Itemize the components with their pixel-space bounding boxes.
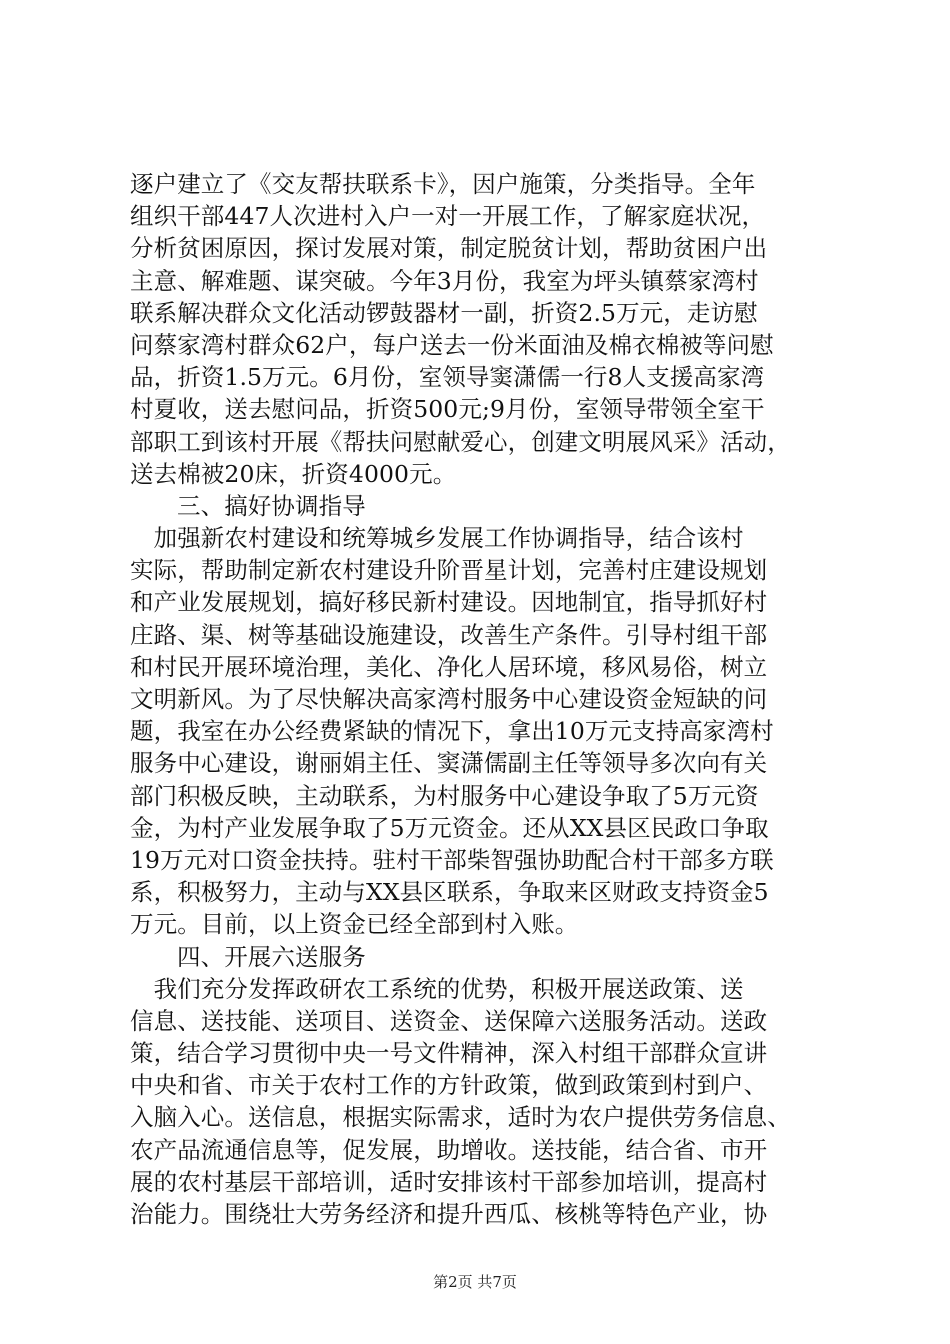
paragraph-line: 19万元对口资金扶持。驻村干部柴智强协助配合村干部多方联 <box>130 845 774 874</box>
section-heading: 三、搞好协调指导 <box>177 491 366 520</box>
document-body <box>130 168 830 1230</box>
paragraph-line: 文明新风。为了尽快解决高家湾村服务中心建设资金短缺的问 <box>130 685 768 713</box>
paragraph-line: 和村民开展环境治理，美化、净化人居环境，移风易俗，树立 <box>130 652 768 681</box>
paragraph-line: 我们充分发挥政研农工系统的优势，积极开展送政策、送 <box>130 974 744 1003</box>
paragraph-line: 万元。目前，以上资金已经全部到村入账。 <box>130 910 579 939</box>
section-heading: 四、开展六送服务 <box>177 942 366 971</box>
paragraph-line: 庄路、渠、树等基础设施建设，改善生产条件。引导村组干部 <box>130 620 768 649</box>
paragraph-line: 分析贫困原因，探讨发展对策，制定脱贫计划，帮助贫困户出 <box>130 234 768 263</box>
paragraph-line: 农产品流通信息等，促发展，助增收。送技能，结合省、市开 <box>130 1135 768 1164</box>
paragraph-line: 入脑入心。送信息，根据实际需求，适时为农户提供劳务信息、 <box>130 1103 791 1132</box>
paragraph-line: 组织干部447人次进村入户一对一开展工作，了解家庭状况， <box>130 202 766 231</box>
paragraph-line: 中央和省、市关于农村工作的方针政策，做到政策到村到户、 <box>130 1071 768 1100</box>
paragraph-line: 品，折资1.5万元。6月份，室领导窦潇儒一行8人支援高家湾 <box>130 363 765 392</box>
paragraph-line: 部职工到该村开展《帮扶问慰献爱心，创建文明展风采》活动， <box>130 427 791 456</box>
paragraph-line: 策，结合学习贯彻中央一号文件精神，深入村组干部群众宣讲 <box>130 1039 768 1068</box>
paragraph-line: 信息、送技能、送项目、送资金、送保障六送服务活动。送政 <box>130 1006 768 1035</box>
paragraph-line: 和产业发展规划，搞好移民新村建设。因地制宜，指导抓好村 <box>130 588 768 617</box>
paragraph-line: 系，积极努力，主动与XX县区联系，争取来区财政支持资金5 <box>130 878 769 907</box>
paragraph-line: 治能力。围绕壮大劳务经济和提升西瓜、核桃等特色产业，协 <box>130 1200 768 1228</box>
paragraph-line: 实际，帮助制定新农村建设升阶晋星计划，完善村庄建设规划 <box>130 556 768 585</box>
paragraph-line: 部门积极反映，主动联系，为村服务中心建设争取了5万元资 <box>130 781 759 810</box>
paragraph-line: 送去棉被20床，折资4000元。 <box>130 459 457 488</box>
paragraph-line: 主意、解难题、谋突破。今年3月份，我室为坪头镇蔡家湾村 <box>130 266 759 295</box>
paragraph-line: 联系解决群众文化活动锣鼓器材一副，折资2.5万元，走访慰 <box>130 298 758 327</box>
paragraph-line: 服务中心建设，谢丽娟主任、窦潇儒副主任等领导多次向有关 <box>130 749 768 778</box>
paragraph-line: 村夏收，送去慰问品，折资500元;9月份，室领导带领全室干 <box>130 395 765 424</box>
page-footer: 第2页 共7页 <box>433 1273 517 1291</box>
paragraph-line: 金，为村产业发展争取了5万元资金。还从XX县区民政口争取 <box>130 813 769 842</box>
paragraph-line: 问蔡家湾村群众62户，每户送去一份米面油及棉衣棉被等问慰 <box>130 330 774 359</box>
paragraph-line: 加强新农村建设和统筹城乡发展工作协调指导，结合该村 <box>130 524 744 553</box>
paragraph-line: 题，我室在办公经费紧缺的情况下，拿出10万元支持高家湾村 <box>130 717 774 746</box>
paragraph-line: 展的农村基层干部培训，适时安排该村干部参加培训，提高村 <box>130 1167 768 1196</box>
paragraph-line: 逐户建立了《交友帮扶联系卡》，因户施策，分类指导。全年 <box>130 170 756 198</box>
